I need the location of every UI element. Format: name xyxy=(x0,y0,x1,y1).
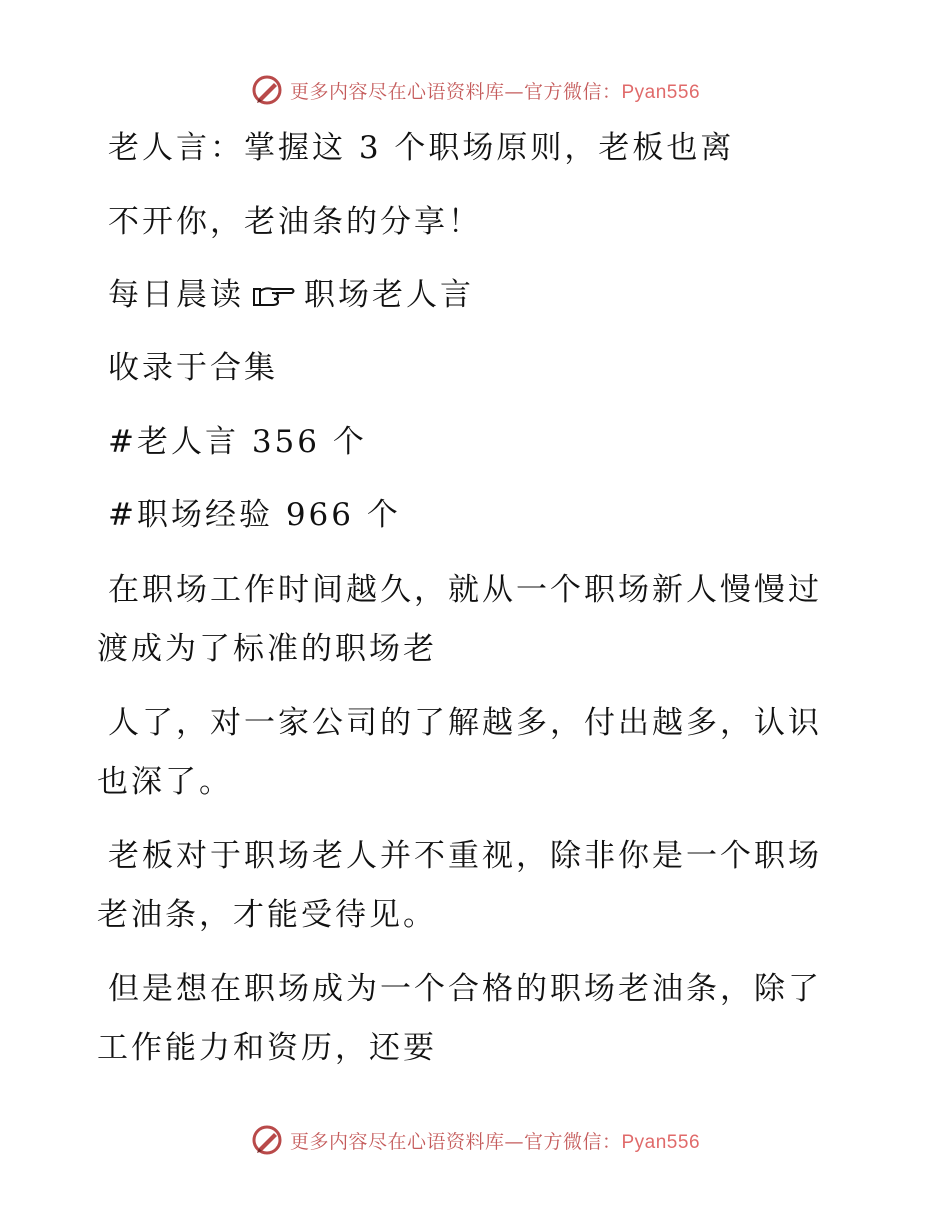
paragraph-3-line-1: 老板对于职场老人并不重视，除非你是一个职场 xyxy=(108,838,822,874)
watermark-text: 更多内容尽在心语资料库—官方微信：Pyan556 xyxy=(289,80,701,103)
meta-prefix: 每日晨读 xyxy=(108,277,244,313)
paragraph-1-line-1: 在职场工作时间越久，就从一个职场新人慢慢过 xyxy=(108,572,822,608)
watermark-id: Pyan556 xyxy=(621,1131,701,1153)
meta-suffix: 职场老人言 xyxy=(304,277,474,313)
watermark-text: 更多内容尽在心语资料库—官方微信：Pyan556 xyxy=(289,1130,701,1153)
paragraph-2-line-1: 人了，对一家公司的了解越多，付出越多，认识 xyxy=(108,705,822,741)
paragraph-4-line-2: 工作能力和资历，还要 xyxy=(97,1030,437,1066)
watermark-id: Pyan556 xyxy=(621,81,701,103)
meta-line xyxy=(108,277,474,313)
tag-old-sayings[interactable]: #老人言 356 个 xyxy=(108,424,367,460)
article-title-line-2: 不开你，老油条的分享！ xyxy=(108,204,482,240)
paragraph-2-line-2: 也深了。 xyxy=(97,764,233,800)
tag-work-experience[interactable]: #职场经验 966 个 xyxy=(108,497,401,533)
pointing-hand-icon xyxy=(252,281,296,309)
pen-logo-icon xyxy=(250,1123,284,1157)
paragraph-1-line-2: 渡成为了标准的职场老 xyxy=(97,631,437,667)
collection-label: 收录于合集 xyxy=(108,350,278,386)
footer-watermark xyxy=(0,1120,950,1160)
paragraph-4-line-1: 但是想在职场成为一个合格的职场老油条，除了 xyxy=(108,971,822,1007)
paragraph-3-line-2: 老油条，才能受待见。 xyxy=(97,897,437,933)
article-title-line-1: 老人言：掌握这 3 个职场原则，老板也离 xyxy=(108,130,735,166)
